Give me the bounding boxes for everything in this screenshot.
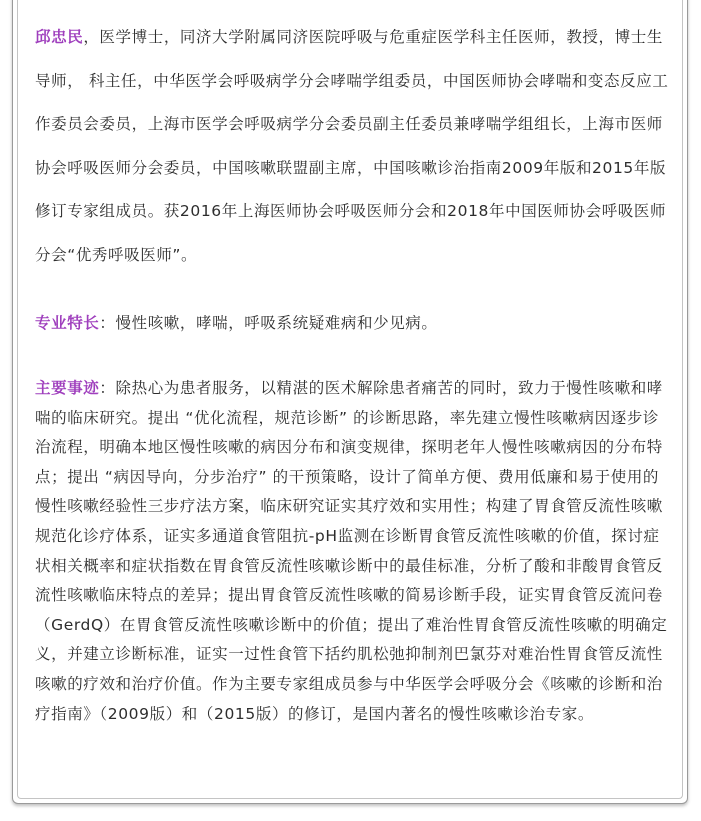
specialty-paragraph (35, 308, 675, 338)
specialty-text: ：慢性咳嗽，哮喘，呼吸系统疑难病和少见病。 (99, 314, 438, 332)
achievements-label: 主要事迹 (35, 379, 100, 397)
doctor-name: 邱忠民 (35, 28, 84, 46)
bio-paragraph (35, 16, 675, 278)
bio-text: ，医学博士，同济大学附属同济医院呼吸与危重症医学科主任医师，教授，博士生导师， 科主任，中华医学会呼吸病学分会哮喘学组委员，中国医师协会哮喘和变态反应工作委员会委员，上海市医学会呼吸病学分会委员副主任委员兼哮喘学组组长，上海市医师协会呼吸医师分会委员，中国咳嗽联盟副主席，中国咳嗽诊治指南2009年版和2015年版修订专家组成员。获2016年上海医师协会呼吸医师分会和2018年中国医师协会呼吸医师分会“优秀呼吸医师”。 (35, 28, 669, 264)
achievements-text: ：除热心为患者服务，以精湛的医术解除患者痛苦的同时，致力于慢性咳嗽和哮喘的临床研究。提出 “优化流程，规范诊断” 的诊断思路，率先建立慢性咳嗽病因逐步诊治流程，明确本地区慢性咳嗽的病因分布和演变规律，探明老年人慢性咳嗽病因的分布特点；提出 “病因导向，分步治疗” 的干预策略，设计了简单方便、费用低廉和易于使用的慢性咳嗽经验性三步疗法方案，临床研究证实其疗效和实用性；构建了胃食管反流性咳嗽规范化诊疗体系，证实多通道食管阻抗-pH监测在诊断胃食管反流性咳嗽的价值，探讨症状相关概率和症状指数在胃食管反流性咳嗽诊断中的最佳标准，分析了酸和非酸胃食管反流性咳嗽临床特点的差异；提出胃食管反流性咳嗽的简易诊断手段，证实胃食管反流问卷（GerdQ）在胃食管反流性咳嗽诊断中的价值；提出了难治性胃食管反流性咳嗽的明确定义，并建立诊断标准，证实一过性食管下括约肌松弛抑制剂巴氯芬对难治性胃食管反流性咳嗽的疗效和治疗价值。作为主要专家组成员参与中华医学会呼吸分会《咳嗽的诊断和治疗指南》（2009版）和（2015版）的修订，是国内著名的慢性咳嗽诊治专家。 (35, 379, 668, 723)
content-frame (12, 0, 688, 804)
achievements-paragraph (35, 374, 675, 729)
specialty-label: 专业特长 (35, 314, 100, 332)
